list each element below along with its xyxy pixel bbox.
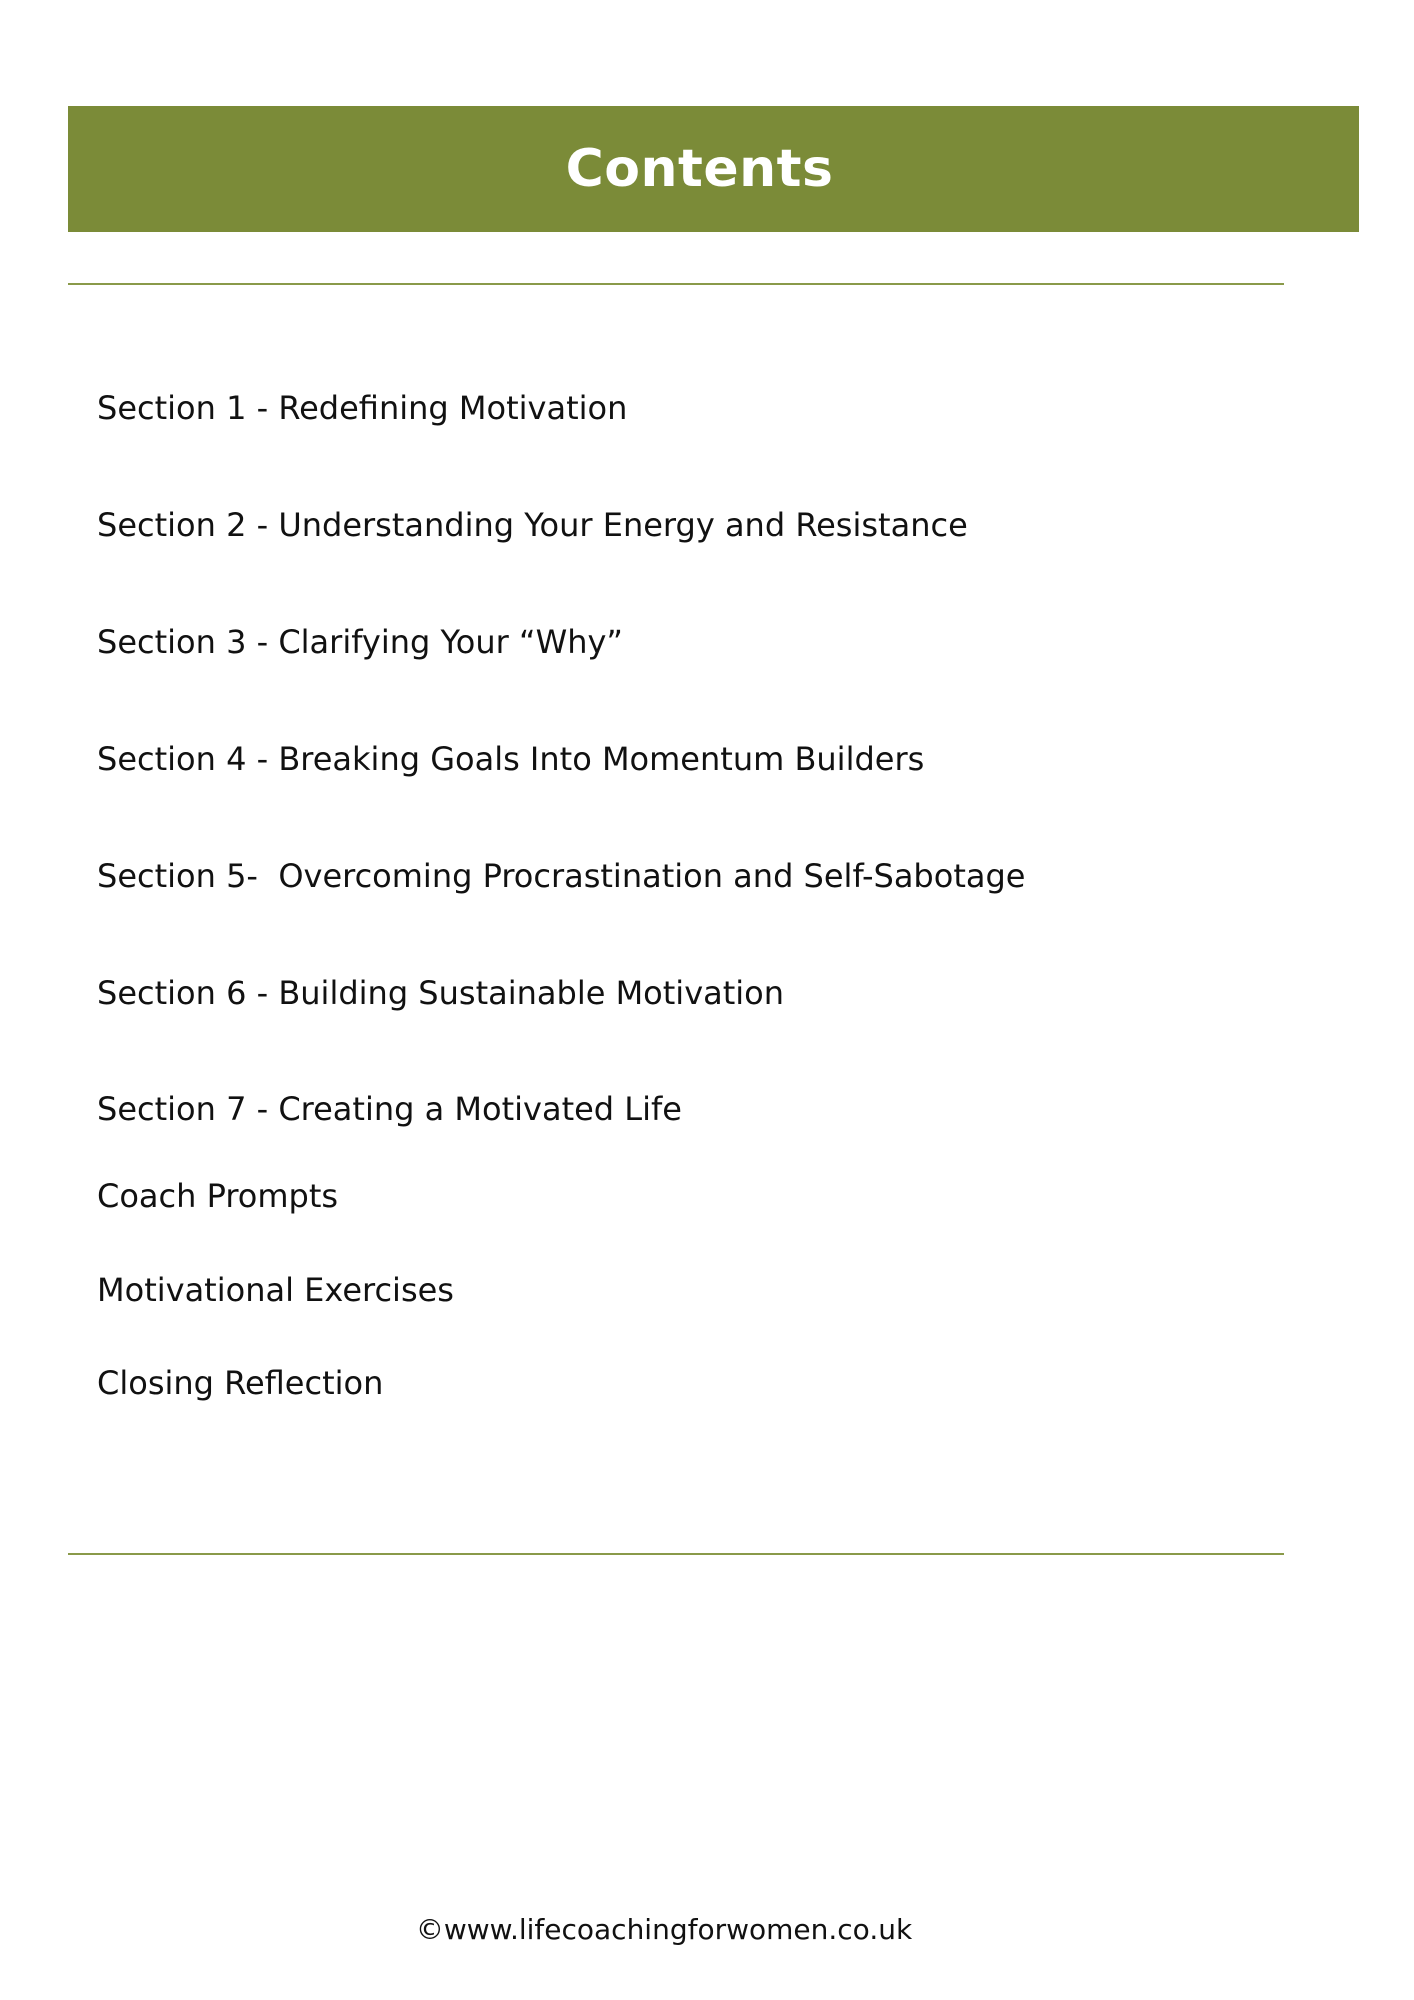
toc-item-section-6[interactable]: Section 6 - Building Sustainable Motivation xyxy=(97,974,785,1012)
toc-item-section-4[interactable]: Section 4 - Breaking Goals Into Momentum Builders xyxy=(97,740,925,778)
top-divider xyxy=(68,283,1284,285)
toc-item-closing-reflection[interactable]: Closing Reflection xyxy=(97,1364,384,1402)
toc-item-motivational-exercises[interactable]: Motivational Exercises xyxy=(97,1271,454,1309)
toc-item-section-5[interactable]: Section 5- Overcoming Procrastination and Self-Sabotage xyxy=(97,857,1026,895)
toc-item-section-3[interactable]: Section 3 - Clarifying Your “Why” xyxy=(97,623,623,661)
toc-item-coach-prompts[interactable]: Coach Prompts xyxy=(97,1177,339,1215)
toc-item-section-7[interactable]: Section 7 - Creating a Motivated Life xyxy=(97,1090,682,1128)
contents-header-banner xyxy=(68,106,1359,232)
toc-item-section-1[interactable]: Section 1 - Redefining Motivation xyxy=(97,389,628,427)
toc-item-section-2[interactable]: Section 2 - Understanding Your Energy and Resistance xyxy=(97,506,968,544)
copyright-footer: ©www.lifecoachingforwomen.co.uk xyxy=(415,1913,913,1946)
page-title: Contents xyxy=(565,139,834,199)
bottom-divider xyxy=(68,1553,1284,1555)
